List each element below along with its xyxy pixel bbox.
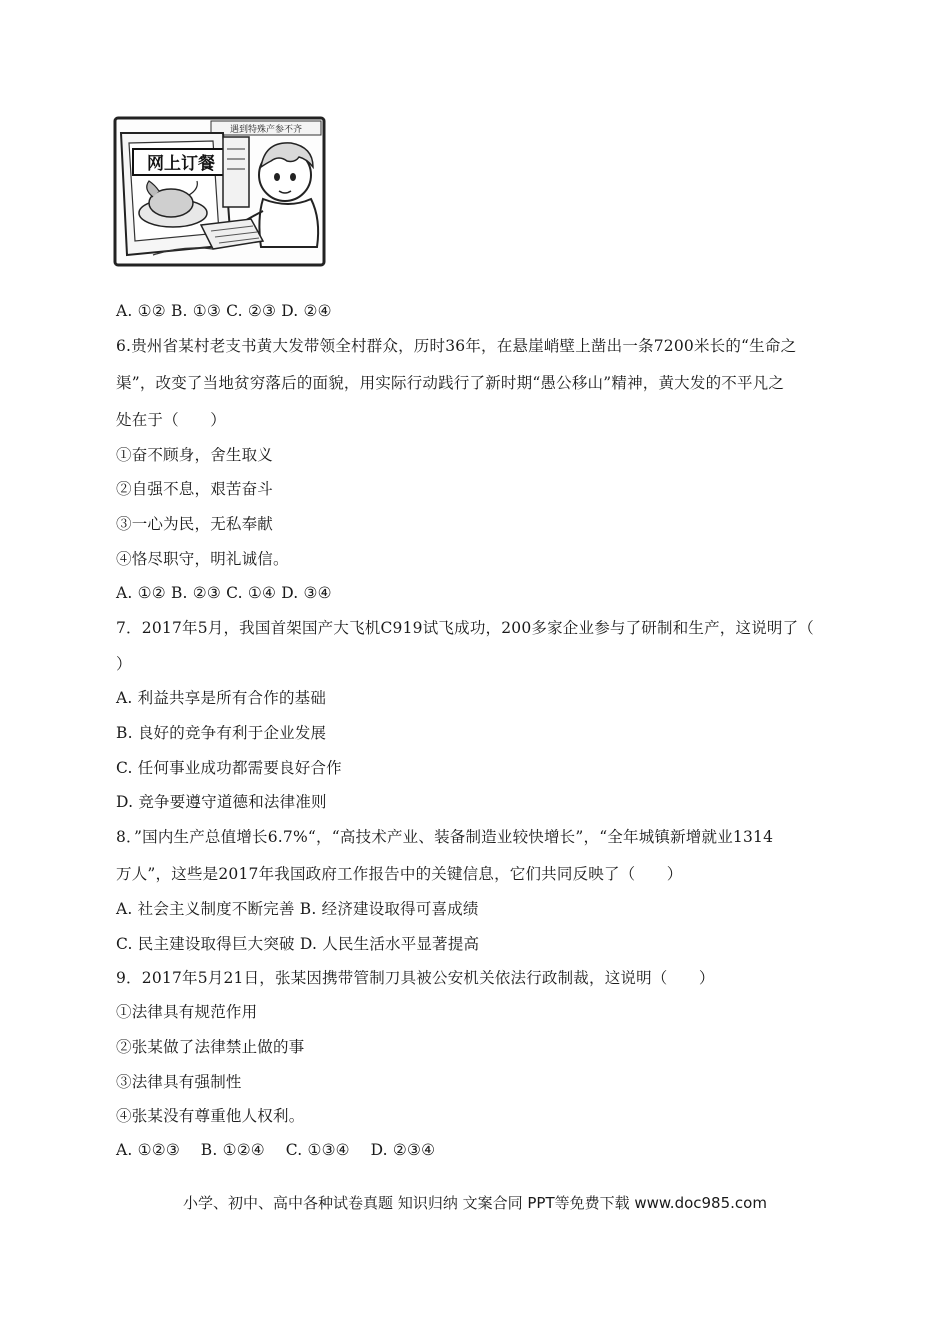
q8-stem-line-1: 8．”国内生产总值增长6.7%“，“高技术产业、装备制造业较快增长”，“全年城镇新增就业1314 (116, 828, 774, 846)
q5-options: A. ①② B. ①③ C. ②③ D. ②④ (116, 302, 332, 320)
q9-item-4: ④张某没有尊重他人权利。 (116, 1107, 305, 1125)
q9-item-1: ①法律具有规范作用 (116, 1003, 258, 1021)
q8-options-cd: C. 民主建设取得巨大突破 D. 人民生活水平显著提高 (116, 935, 480, 953)
q7-option-a: A. 利益共享是所有合作的基础 (116, 689, 327, 707)
q7-option-d: D. 竞争要遵守道德和法律准则 (116, 793, 327, 811)
q7-stem-line-1: 7．2017年5月，我国首架国产大飞机C919试飞成功，200多家企业参与了研制和生产，这说明了（ (116, 619, 815, 637)
q7-option-c: C. 任何事业成功都需要良好合作 (116, 759, 342, 777)
q6-item-3: ③一心为民，无私奉献 (116, 515, 274, 533)
cartoon-sign-text: 网上订餐 (147, 154, 215, 174)
q9-item-3: ③法律具有强制性 (116, 1073, 242, 1091)
q6-options: A. ①② B. ②③ C. ①④ D. ③④ (116, 584, 332, 602)
q8-options-ab: A. 社会主义制度不断完善 B. 经济建设取得可喜成绩 (116, 900, 479, 918)
q7-option-b: B. 良好的竞争有利于企业发展 (116, 724, 327, 742)
q9-options: A. ①②③ B. ①②④ C. ①③④ D. ②③④ (116, 1141, 436, 1159)
q6-stem-line-3: 处在于（ ） (116, 411, 226, 429)
cartoon-illustration (113, 115, 326, 268)
q6-stem-line-2: 渠”，改变了当地贫穷落后的面貌，用实际行动践行了新时期“愚公移山”精神，黄大发的不平凡之 (116, 374, 785, 392)
q7-stem-line-2: ） (116, 655, 132, 673)
q8-stem-line-2: 万人”，这些是2017年我国政府工作报告中的关键信息，它们共同反映了（ ） (116, 865, 683, 883)
q6-item-2: ②自强不息，艰苦奋斗 (116, 480, 274, 498)
q6-stem-line-1: 6.贵州省某村老支书黄大发带领全村群众，历时36年，在悬崖峭壁上凿出一条7200米长的“生命之 (116, 337, 797, 355)
q9-stem-line-1: 9．2017年5月21日，张某因携带管制刀具被公安机关依法行政制裁，这说明（ ） (116, 969, 715, 987)
cartoon-caption: 遇到特殊产参不齐 (229, 125, 303, 135)
q6-item-1: ①奋不顾身，舍生取义 (116, 446, 274, 464)
q9-item-2: ②张某做了法律禁止做的事 (116, 1038, 305, 1056)
q6-item-4: ④恪尽职守，明礼诚信。 (116, 550, 289, 568)
page-footer: 小学、初中、高中各种试卷真题 知识归纳 文案合同 PPT等免费下载 www.doc985.com (183, 1194, 767, 1212)
